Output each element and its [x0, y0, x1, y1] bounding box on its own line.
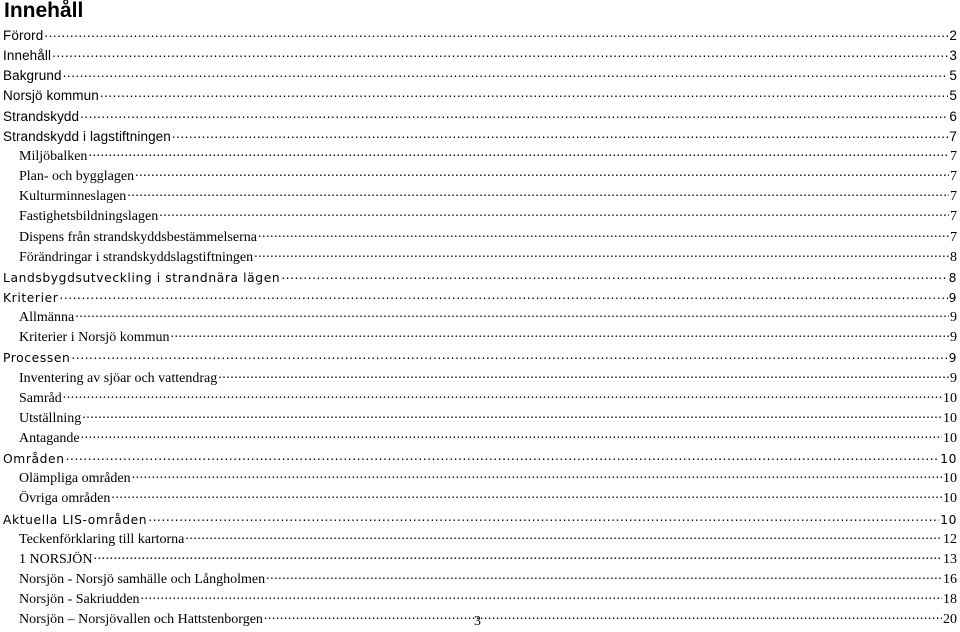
toc-entry-page: 7: [949, 128, 957, 144]
toc-entry-page: 6: [949, 108, 957, 124]
toc-entry-label: Teckenförklaring till kartorna: [19, 531, 185, 547]
dot-leader: [94, 551, 942, 563]
toc-entry-label: Norsjö kommun: [3, 88, 99, 104]
toc-entry-page: 10: [943, 431, 957, 446]
toc-entry-page: 10: [940, 512, 957, 527]
dot-leader: [281, 270, 947, 282]
toc-entry-page: 10: [943, 410, 957, 426]
toc-entry-label: Kriterier i Norsjö kommun: [19, 330, 170, 346]
dot-leader: [111, 490, 942, 502]
toc-entry-page: 7: [950, 229, 957, 245]
dot-leader: [258, 229, 949, 241]
dot-leader: [185, 531, 942, 543]
toc-entry[interactable]: [0, 570, 957, 590]
toc-entry[interactable]: [0, 207, 957, 227]
toc-entry-label: Antagande: [19, 431, 80, 446]
toc-entry[interactable]: [0, 369, 957, 389]
toc-entry-label: Strandskydd i lagstiftningen: [3, 128, 171, 144]
toc-entry[interactable]: [0, 127, 957, 147]
toc-entry[interactable]: [0, 46, 957, 66]
toc-entry-page: 2: [949, 28, 957, 43]
toc-entry-label: Förord: [3, 28, 44, 43]
toc-entry-label: Plan- och bygglagen: [19, 169, 135, 185]
toc-entry-page: 8: [948, 270, 957, 285]
toc-entry[interactable]: [0, 409, 957, 429]
toc-entry-label: Dispens från strandskyddsbestämmelserna: [19, 229, 257, 245]
dot-leader: [218, 370, 949, 382]
toc-entry-label: Utställning: [19, 410, 82, 426]
toc-entry-label: 1 NORSJÖN: [19, 551, 93, 567]
toc-entry[interactable]: [0, 308, 957, 328]
toc-entry-label: Strandskydd: [3, 108, 80, 124]
toc-entry-label: Fastighetsbildningslagen: [19, 209, 159, 225]
toc-entry-page: 18: [943, 592, 957, 608]
toc-entry[interactable]: [0, 489, 957, 509]
toc-entry[interactable]: [0, 288, 957, 308]
toc-entry-label: Norsjön - Norsjö samhälle och Långholmen: [19, 572, 266, 588]
toc-heading: Innehåll: [4, 0, 84, 22]
toc-entry-label: Norsjön - Sakriudden: [19, 592, 140, 608]
toc-entry-page: 3: [949, 48, 957, 64]
toc-entry[interactable]: [0, 449, 957, 469]
toc-entry[interactable]: [0, 147, 957, 167]
toc-entry[interactable]: [0, 469, 957, 489]
toc-entry-page: 16: [943, 572, 957, 588]
toc-entry-page: 7: [950, 189, 957, 205]
toc-entry[interactable]: [0, 26, 957, 46]
dot-leader: [71, 350, 947, 362]
toc-entry[interactable]: [0, 268, 957, 288]
dot-leader: [63, 68, 949, 80]
toc-entry-label: Kriterier: [3, 290, 59, 305]
toc-entry[interactable]: [0, 228, 957, 248]
toc-entry-label: Allmänna: [19, 310, 75, 326]
toc-entry-label: Områden: [3, 452, 65, 467]
dot-leader: [264, 611, 942, 623]
dot-leader: [141, 591, 942, 603]
toc-entry-label: Landsbygdsutveckling i strandnära lägen: [3, 270, 281, 285]
toc-entry-label: Förändringar i strandskyddslagstiftningen: [19, 249, 254, 265]
toc-entry-label: Övriga områden: [19, 491, 111, 507]
toc-entry-page: 8: [950, 249, 957, 265]
toc-entry[interactable]: [0, 86, 957, 106]
toc-entry-page: 7: [950, 148, 957, 164]
dot-leader: [100, 88, 949, 100]
toc-entry-label: Innehåll: [3, 48, 52, 64]
dot-leader: [59, 290, 947, 302]
dot-leader: [135, 168, 949, 180]
page-number: 3: [474, 614, 481, 629]
toc-entry-page: 20: [943, 612, 957, 628]
dot-leader: [82, 410, 942, 422]
toc-entry-page: 9: [948, 290, 957, 305]
toc-entry[interactable]: [0, 530, 957, 550]
toc-entry-page: 13: [943, 551, 957, 567]
toc-entry-page: 5: [949, 68, 957, 84]
toc-entry-page: 5: [949, 88, 957, 104]
toc-entry[interactable]: [0, 389, 957, 409]
dot-leader: [88, 148, 949, 160]
toc-entry[interactable]: [0, 328, 957, 348]
dot-leader: [75, 309, 949, 321]
toc-entry-label: Inventering av sjöar och vattendrag: [19, 370, 218, 386]
toc-entry-label: Norsjön – Norsjövallen och Hattstenborgen: [19, 612, 263, 628]
toc-entry-page: 9: [950, 330, 957, 346]
toc-entry[interactable]: [0, 510, 957, 530]
toc-entry-label: Olämpliga områden: [19, 471, 131, 487]
toc-entry[interactable]: [0, 590, 957, 610]
toc-entry[interactable]: [0, 550, 957, 570]
toc-entry-page: 9: [948, 351, 957, 366]
toc-entry-page: 10: [943, 491, 957, 507]
toc-entry-label: Kulturminneslagen: [19, 189, 127, 205]
toc-entry-page: 9: [950, 370, 957, 386]
toc-entry-page: 10: [940, 452, 957, 467]
dot-leader: [148, 512, 939, 524]
toc-entry-page: 7: [950, 209, 957, 225]
dot-leader: [127, 188, 949, 200]
dot-leader: [81, 430, 942, 442]
toc-entry-label: Miljöbalken: [19, 148, 88, 164]
toc-entry[interactable]: [0, 66, 957, 86]
toc-entry-label: Processen: [3, 351, 71, 366]
dot-leader: [170, 329, 949, 341]
toc-entry-page: 9: [950, 310, 957, 326]
toc-entry-page: 12: [943, 531, 957, 547]
dot-leader: [172, 129, 948, 141]
toc-entry-label: Aktuella LIS-områden: [3, 512, 148, 527]
toc-entry[interactable]: [0, 167, 957, 187]
toc-entry-page: 10: [943, 390, 957, 406]
dot-leader: [159, 208, 949, 220]
toc-entry-label: Samråd: [19, 390, 62, 406]
toc-entry[interactable]: [0, 107, 957, 127]
dot-leader: [254, 249, 949, 261]
toc-entry[interactable]: [0, 429, 957, 449]
toc-entry[interactable]: [0, 248, 957, 268]
dot-leader: [52, 48, 948, 60]
toc-entry-page: 7: [950, 169, 957, 185]
toc-entry-label: Bakgrund: [3, 68, 62, 84]
dot-leader: [63, 390, 942, 402]
toc-entry-page: 10: [943, 471, 957, 487]
toc-entry[interactable]: [0, 187, 957, 207]
dot-leader: [132, 470, 942, 482]
toc-entry[interactable]: [0, 348, 957, 368]
dot-leader: [266, 571, 942, 583]
dot-leader: [80, 109, 948, 121]
dot-leader: [66, 451, 940, 463]
dot-leader: [44, 28, 948, 40]
